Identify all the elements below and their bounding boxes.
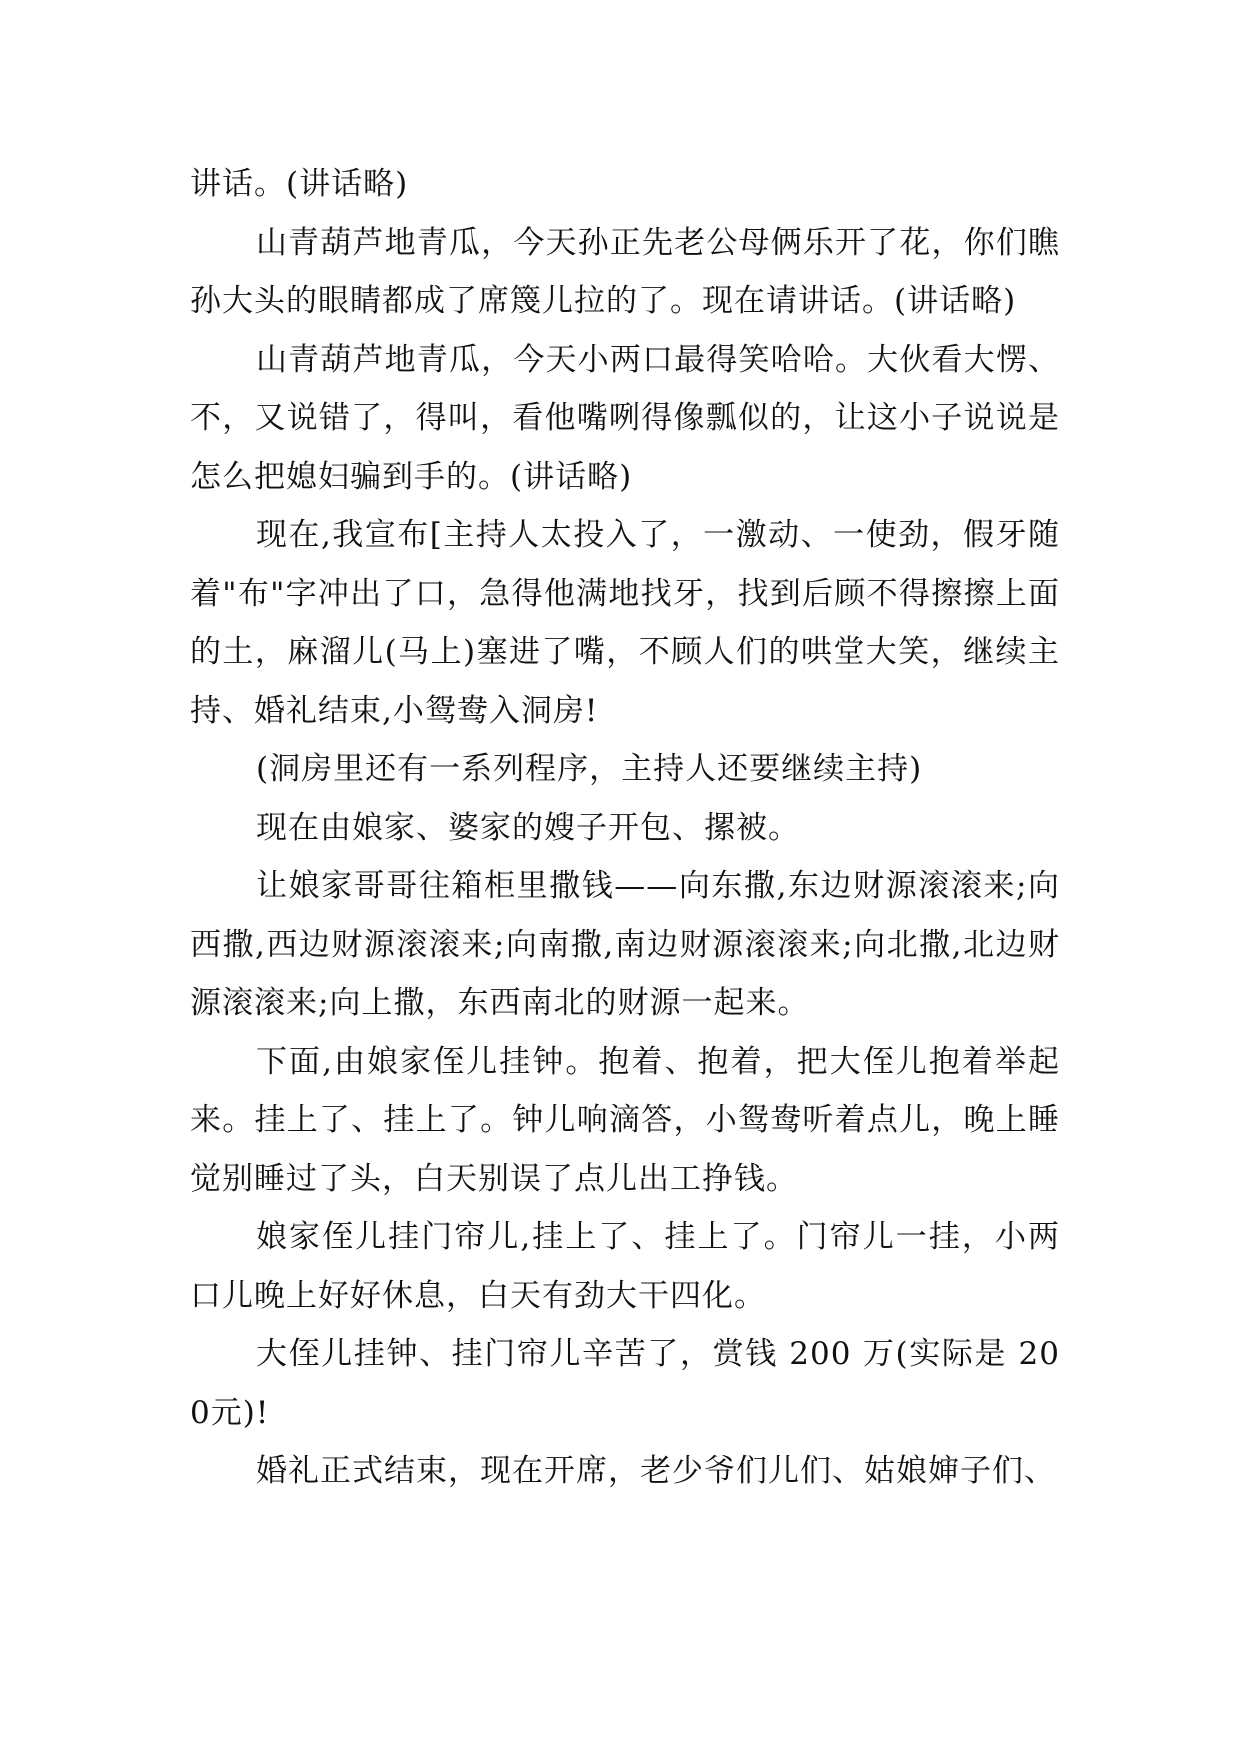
document-body: [190, 155, 1060, 1501]
paragraph-2: 山青葫芦地青瓜，今天孙正先老公母俩乐开了花，你们瞧孙大头的眼睛都成了席篾儿拉的了。现在请讲话。(讲话略): [190, 224, 1060, 319]
paragraph-11: 婚礼正式结束，现在开席，老少爷们儿们、姑娘婶子们、: [256, 1453, 1056, 1489]
paragraph-10: 大侄儿挂钟、挂门帘儿辛苦了，赏钱 200 万(实际是 200元)!: [190, 1336, 1060, 1431]
paragraph-1: 讲话。(讲话略): [190, 166, 409, 202]
paragraph-6: 现在由娘家、婆家的嫂子开包、摞被。: [256, 809, 800, 846]
paragraph-4: 现在,我宣布[主持人太投入了，一激动、一使劲，假牙随着"布"字冲出了口，急得他满地找牙，找到后顾不得擦擦上面的土，麻溜儿(马上)塞进了嘴，不顾人们的哄堂大笑，继续主持、婚礼结束,小鸳鸯入洞房!: [190, 517, 1060, 729]
paragraph-5: (洞房里还有一系列程序，主持人还要继续主持): [256, 751, 923, 787]
paragraph-8: 下面,由娘家侄儿挂钟。抱着、抱着，把大侄儿抱着举起来。挂上了、挂上了。钟儿响滴答，小鸳鸯听着点儿，晚上睡觉别睡过了头，白天别误了点儿出工挣钱。: [190, 1043, 1060, 1197]
paragraph-9: 娘家侄儿挂门帘儿,挂上了、挂上了。门帘儿一挂，小两口儿晚上好好休息，白天有劲大干四化。: [190, 1219, 1060, 1314]
paragraph-3: 山青葫芦地青瓜，今天小两口最得笑哈哈。大伙看大愣、不，又说错了，得叫，看他嘴咧得像瓢似的，让这小子说说是怎么把媳妇骗到手的。(讲话略): [190, 341, 1060, 495]
paragraph-7: 让娘家哥哥往箱柜里撒钱——向东撒,东边财源滚滚来;向西撒,西边财源滚滚来;向南撒,南边财源滚滚来;向北撒,北边财源滚滚来;向上撒，东西南北的财源一起来。: [190, 868, 1060, 1021]
